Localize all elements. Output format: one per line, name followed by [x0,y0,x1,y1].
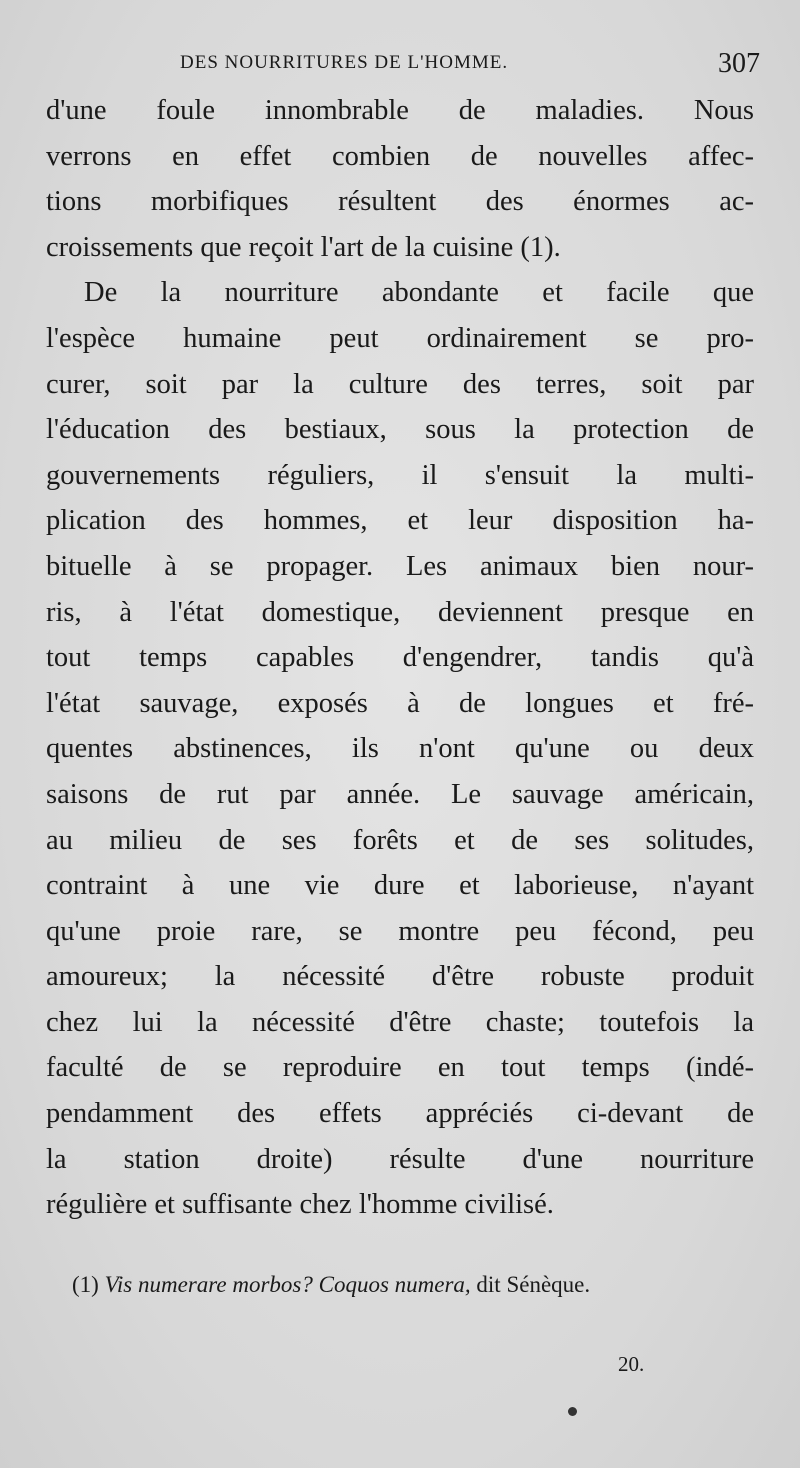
text-line: pendamment des effets appréciés ci-devant de [46,1098,754,1130]
ink-speck [568,1407,577,1416]
text-line: amoureux; la nécessité d'être robuste produit [46,961,754,993]
text-line: curer, soit par la culture des terres, soit par [46,368,754,400]
footnote-quote: Vis numerare morbos? Coquos numera, [104,1272,471,1297]
text-line: bituelle à se propager. Les animaux bien nour- [46,550,754,582]
text-line: l'espèce humaine peut ordinairement se pro- [46,322,754,354]
signature-mark: 20. [618,1352,645,1376]
text-line: ris, à l'état domestique, deviennent presque en [46,596,754,628]
footnote-attribution: dit Sénèque. [476,1272,591,1297]
text-line: tions morbifiques résultent des énormes ac- [46,186,754,218]
text-line: gouvernements réguliers, il s'ensuit la multi- [46,459,754,491]
body-text [46,88,754,1228]
text-line: croissements que reçoit l'art de la cuisine (1). [46,231,561,263]
text-line: la station droite) résulte d'une nourriture [46,1143,754,1175]
text-line: plication des hommes, et leur disposition ha- [46,505,754,537]
text-line: qu'une proie rare, se montre peu fécond, peu [46,915,754,947]
text-line: contraint à une vie dure et laborieuse, n'ayant [46,870,754,902]
text-line: De la nourriture abondante et facile que [84,277,754,309]
text-line: l'état sauvage, exposés à de longues et fré- [46,687,754,719]
text-line: quentes abstinences, ils n'ont qu'une ou deux [46,733,754,765]
footnote-marker: (1) [72,1272,99,1297]
text-line: saisons de rut par année. Le sauvage américain, [46,778,754,810]
page-number: 307 [718,48,760,79]
text-line: régulière et suffisante chez l'homme civilisé. [46,1189,554,1221]
running-head [180,48,760,84]
text-line: d'une foule innombrable de maladies. Nous [46,95,754,126]
text-line: faculté de se reproduire en tout temps (indé- [46,1052,754,1084]
text-line: au milieu de ses forêts et de ses solitudes, [46,824,754,856]
text-line: l'éducation des bestiaux, sous la protection de [46,414,754,446]
text-line: chez lui la nécessité d'être chaste; toutefois la [46,1006,754,1038]
footnote [72,1272,754,1298]
running-title: DES NOURRITURES DE L'HOMME. [180,52,509,73]
text-line: verrons en effet combien de nouvelles affec- [46,140,754,172]
text-line: tout temps capables d'engendrer, tandis qu'à [46,642,754,674]
